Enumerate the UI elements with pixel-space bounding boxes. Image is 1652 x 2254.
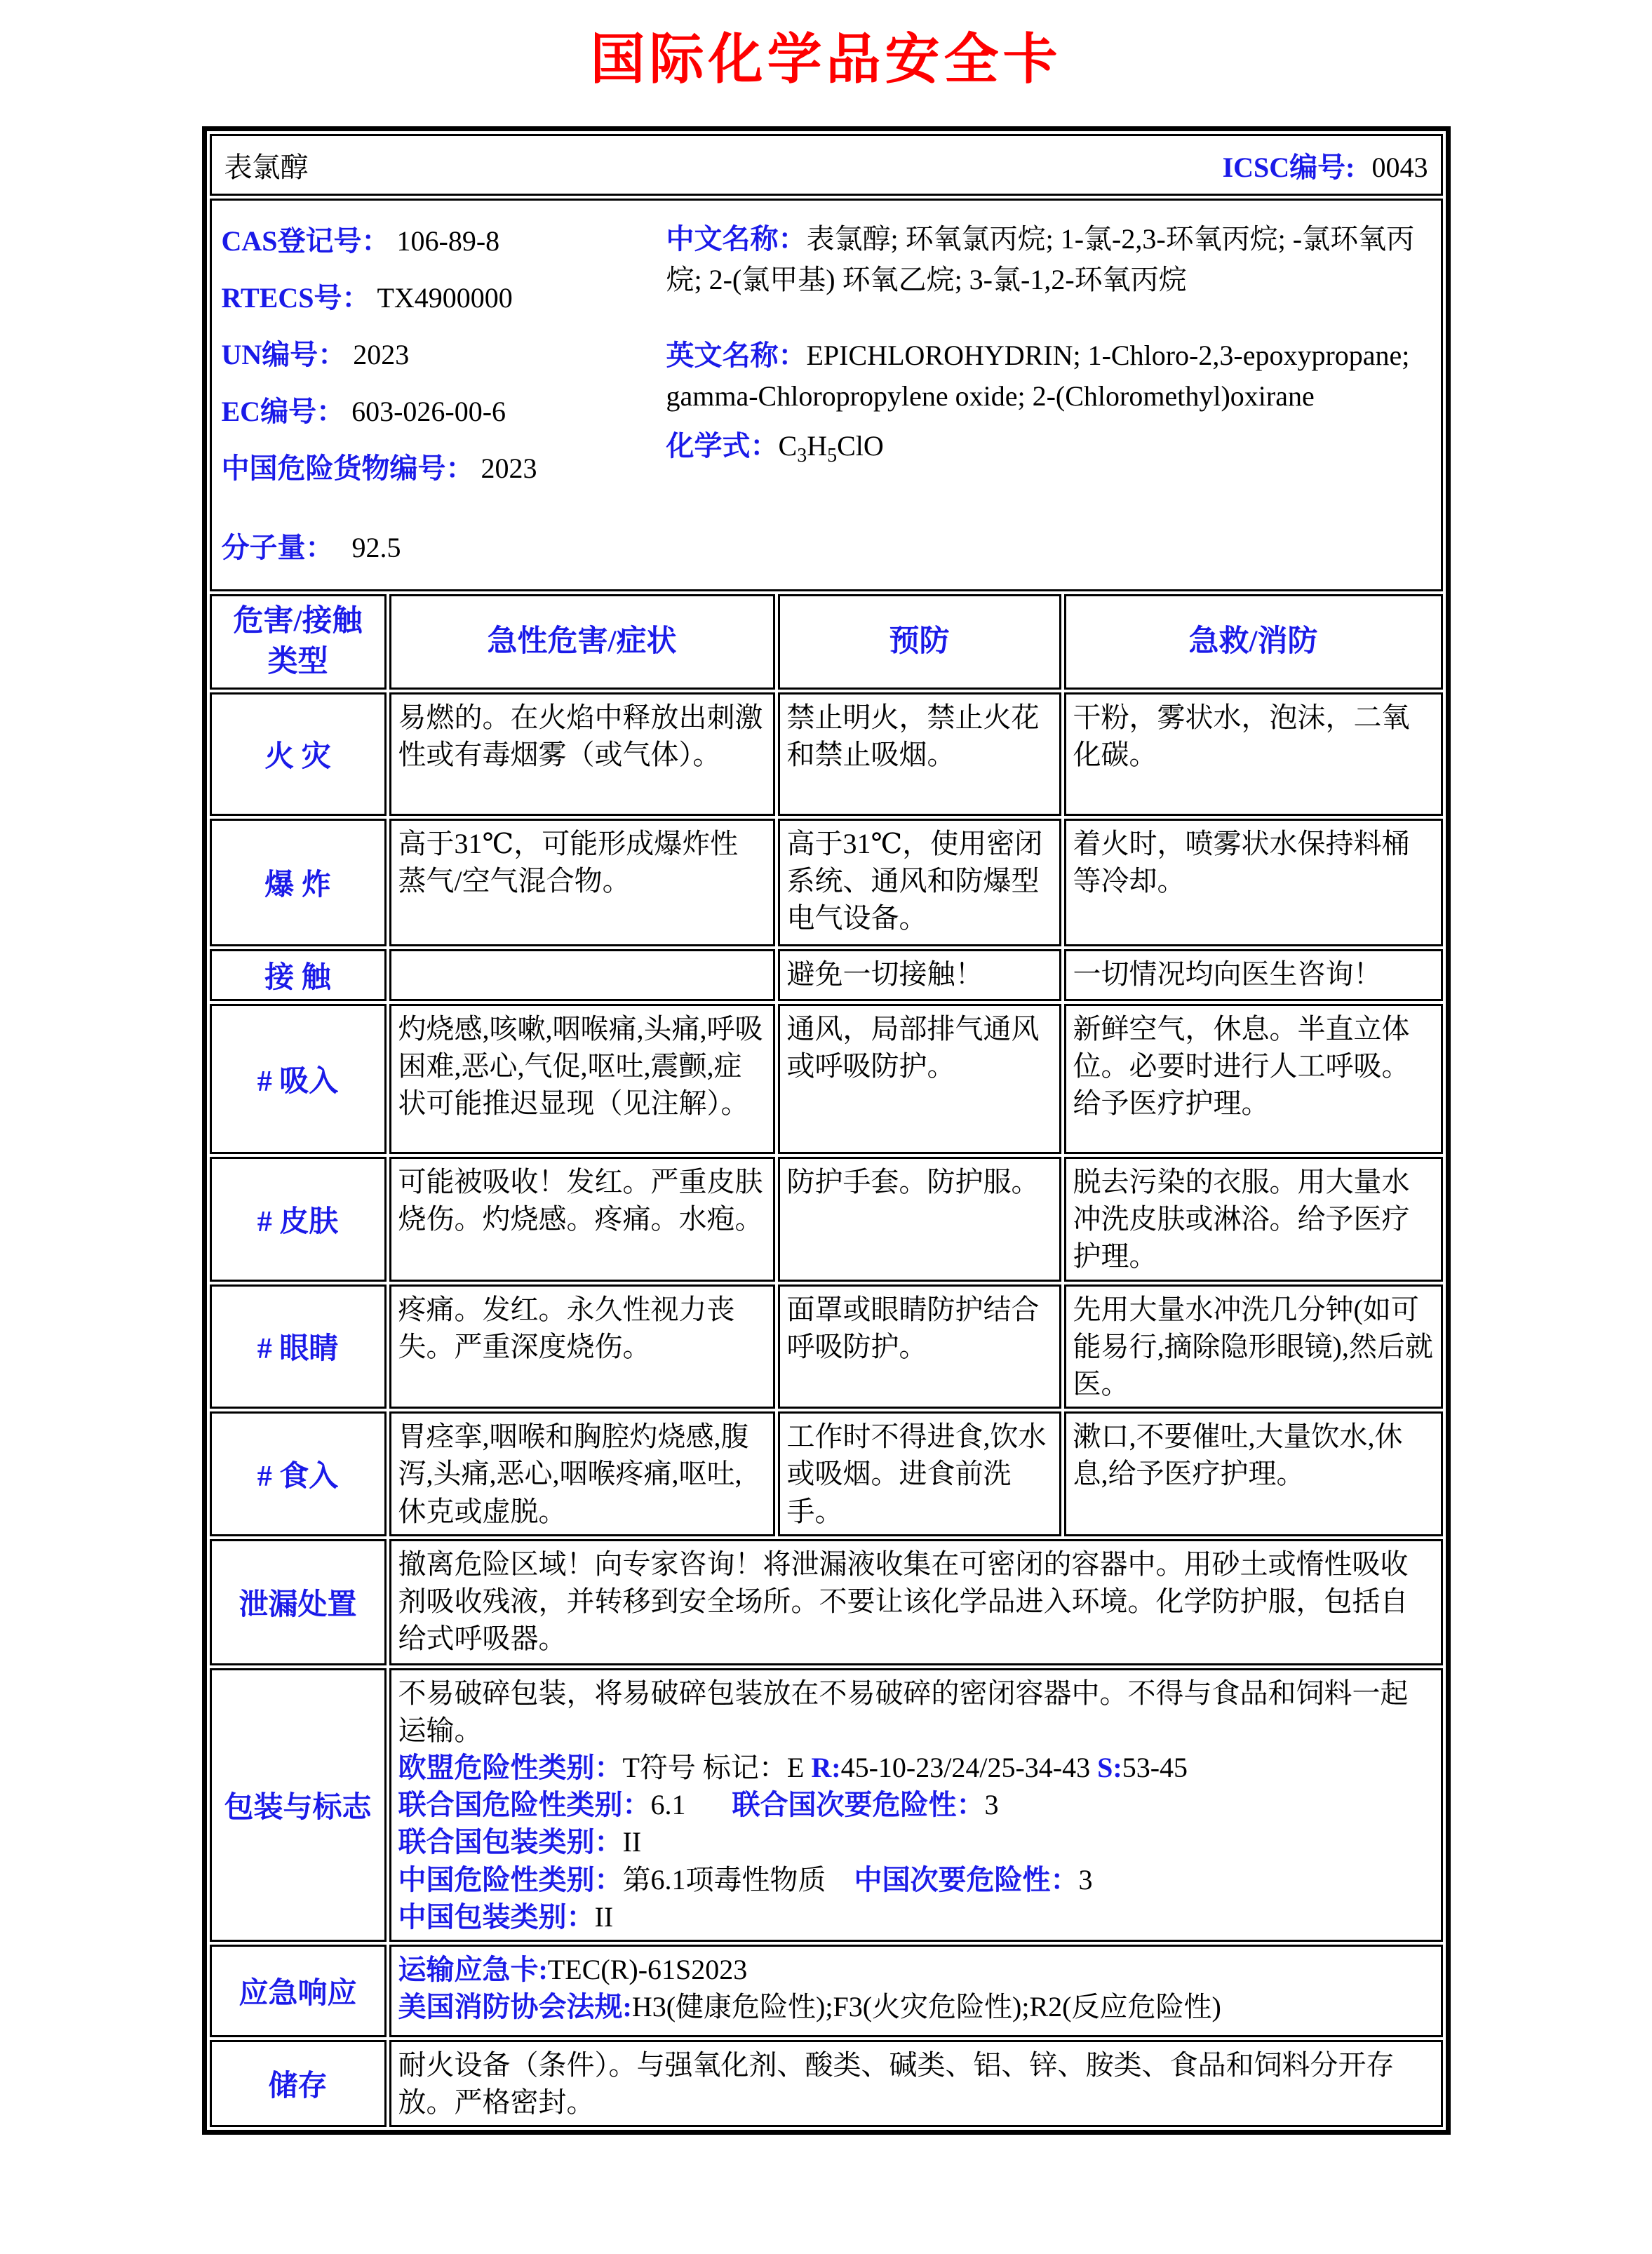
- cas-number-field: [222, 219, 662, 259]
- english-name-label: 英文名称：: [666, 340, 807, 371]
- header-acute-hazards: 急性危害/症状: [389, 594, 775, 690]
- english-name-value: EPICHLOROHYDRIN; 1-Chloro-2,3-epoxypropane; gamma-Chloropropylene oxide; 2-(Chloromethyl)oxirane: [666, 340, 1410, 412]
- china-packing-group-label: 中国包装类别：: [398, 1900, 595, 1933]
- ec-number-value: 603-026-00-6: [351, 396, 506, 427]
- spill-disposal-content: 撤离危险区域！向专家咨询！将泄漏液收集在可密闭的容器中。用砂土或惰性吸收剂吸收残液，并转移到安全场所。不要让该化学品进入环境。化学防护服，包括自给式呼吸器。: [389, 1539, 1443, 1665]
- eu-hazard-class-label: 欧盟危险性类别：: [398, 1752, 623, 1784]
- row-label-packaging-labelling: 包装与标志: [210, 1668, 387, 1942]
- hazard-row-explosion: [210, 819, 1443, 946]
- hazard-row-ingestion: [210, 1411, 1443, 1536]
- packaging-labelling-row: [210, 1668, 1443, 1942]
- ingestion-response: 漱口,不要催吐,大量饮水,休息,给予医疗护理。: [1064, 1411, 1443, 1536]
- ec-number-field: [222, 389, 662, 429]
- china-dangerous-goods-number-label: 中国危险货物编号：: [221, 452, 474, 484]
- storage-row: [210, 2040, 1443, 2127]
- emergency-response-content: [389, 1945, 1443, 2037]
- un-hazard-class-line: [398, 1786, 1434, 1823]
- hazard-row-contact: [210, 949, 1443, 1001]
- molecular-weight-value: 92.5: [351, 532, 401, 563]
- hazard-row-inhalation: [210, 1004, 1443, 1154]
- row-label-eyes: # 眼睛: [210, 1284, 387, 1409]
- icsc-document: [0, 15, 1652, 2135]
- registry-numbers-block: [222, 219, 662, 582]
- chemical-formula-value: $C_3H_5ClO$: [778, 430, 884, 467]
- skin-prevention: 防护手套。防护服。: [778, 1157, 1061, 1282]
- packaging-transport-note: 不易破碎包装，将易破碎包装放在不易破碎的密闭容器中。不得与食品和饲料一起运输。: [398, 1677, 1409, 1746]
- china-hazard-class-label: 中国危险性类别：: [398, 1863, 623, 1896]
- china-hazard-class-value: 第6.1项毒性物质: [622, 1863, 826, 1896]
- un-hazard-class-label: 联合国危险性类别：: [398, 1789, 651, 1821]
- hazard-row-eyes: [210, 1284, 1443, 1409]
- rtecs-number-value: TX4900000: [377, 282, 513, 314]
- storage-content: 耐火设备（条件）。与强氧化剂、酸类、碱类、铝、锌、胺类、食品和饲料分开存放。严格密封。: [389, 2040, 1443, 2127]
- hazard-row-fire: [210, 692, 1443, 816]
- eyes-symptoms: 疼痛。发红。永久性视力丧失。严重深度烧伤。: [389, 1284, 775, 1409]
- ingestion-prevention: 工作时不得进食,饮水或吸烟。进食前洗手。: [778, 1411, 1061, 1536]
- packaging-labelling-content: [389, 1668, 1443, 1942]
- eyes-prevention: 面罩或眼睛防护结合呼吸防护。: [778, 1284, 1061, 1409]
- eu-s-phrases-value: 53-45: [1122, 1752, 1188, 1784]
- china-subsidiary-risk-label: 中国次要危险性：: [854, 1863, 1079, 1896]
- rtecs-number-field: [222, 276, 662, 316]
- un-subsidiary-risk-label: 联合国次要危险性：: [732, 1789, 985, 1821]
- english-name-paragraph: [666, 335, 1432, 417]
- molecular-weight-field: [222, 525, 662, 565]
- contact-response: 一切情况均向医生咨询！: [1064, 949, 1443, 1001]
- transport-emergency-card-label: 运输应急卡:: [398, 1954, 548, 1985]
- inhalation-response: 新鲜空气，休息。半直立体位。必要时进行人工呼吸。给予医疗护理。: [1064, 1004, 1443, 1154]
- identifiers-cell: [210, 199, 1443, 591]
- un-hazard-class-value: 6.1: [650, 1789, 686, 1821]
- un-subsidiary-risk-value: 3: [984, 1789, 999, 1821]
- row-label-explosion: 爆 炸: [210, 819, 387, 946]
- explosion-symptoms: 高于31℃，可能形成爆炸性蒸气/空气混合物。: [389, 819, 775, 946]
- nfpa-code-line: [398, 1988, 1434, 2025]
- transport-emergency-card-line: [398, 1951, 1434, 1988]
- fire-prevention: 禁止明火，禁止火花和禁止吸烟。: [778, 692, 1061, 816]
- emergency-response-row: [210, 1945, 1443, 2037]
- contact-prevention: 避免一切接触！: [778, 949, 1061, 1001]
- explosion-prevention: 高于31℃，使用密闭系统、通风和防爆型电气设备。: [778, 819, 1061, 946]
- nfpa-code-value: H3(健康危险性);F3(火灾危险性);R2(反应危险性): [631, 1991, 1221, 2023]
- skin-response: 脱去污染的衣服。用大量水冲洗皮肤或淋浴。给予医疗护理。: [1064, 1157, 1443, 1282]
- substance-name: 表氯醇: [224, 151, 309, 183]
- identifiers-row: [210, 199, 1443, 591]
- inhalation-prevention: 通风，局部排气通风或呼吸防护。: [778, 1004, 1061, 1154]
- icsc-number-value: 0043: [1371, 151, 1428, 183]
- chemical-formula-label: 化学式：: [666, 430, 779, 462]
- transport-emergency-card-value: TEC(R)-61S2023: [547, 1954, 748, 1985]
- names-block: [662, 219, 1432, 582]
- cas-number-value: 106-89-8: [396, 225, 500, 257]
- inhalation-symptoms: 灼烧感,咳嗽,咽喉痛,头痛,呼吸困难,恶心,气促,呕吐,震颤,症状可能推迟显现（见注解）。: [389, 1004, 775, 1154]
- ingestion-symptoms: 胃痉挛,咽喉和胸腔灼烧感,腹泻,头痛,恶心,咽喉疼痛,呕吐,休克或虚脱。: [389, 1411, 775, 1536]
- cas-number-label: CAS登记号：: [221, 225, 390, 257]
- row-label-fire: 火 灾: [210, 692, 387, 816]
- skin-symptoms: 可能被吸收！发红。严重皮肤烧伤。灼烧感。疼痛。水疱。: [389, 1157, 775, 1282]
- un-number-label: UN编号：: [221, 339, 347, 370]
- chinese-name-label: 中文名称：: [666, 223, 807, 255]
- china-dangerous-goods-number-value: 2023: [481, 452, 537, 484]
- eu-hazard-class-line: [398, 1749, 1434, 1786]
- row-label-skin: # 皮肤: [210, 1157, 387, 1282]
- page-title: 国际化学品安全卡: [590, 29, 1062, 90]
- un-number-field: [222, 333, 662, 373]
- fire-symptoms: 易燃的。在火焰中释放出刺激性或有毒烟雾（或气体）。: [389, 692, 775, 816]
- row-label-contact: 接 触: [210, 949, 387, 1001]
- rtecs-number-label: RTECS号：: [221, 282, 370, 314]
- hazard-table-header-row: [210, 594, 1443, 690]
- eu-hazard-class-value: T符号 标记：E: [622, 1752, 812, 1784]
- contact-symptoms: [389, 949, 775, 1001]
- chemical-formula-line: [666, 424, 1432, 467]
- hazard-row-skin: [210, 1157, 1443, 1282]
- row-label-ingestion: # 食入: [210, 1411, 387, 1536]
- un-packing-group-line: [398, 1823, 1434, 1860]
- eyes-response: 先用大量水冲洗几分钟(如可能易行,摘除隐形眼镜),然后就医。: [1064, 1284, 1443, 1409]
- icsc-number-group: [1223, 145, 1428, 185]
- fire-response: 干粉，雾状水，泡沫，二氧化碳。: [1064, 692, 1443, 816]
- spill-disposal-row: [210, 1539, 1443, 1665]
- un-packing-group-label: 联合国包装类别：: [398, 1826, 623, 1858]
- china-hazard-class-line: [398, 1861, 1434, 1898]
- molecular-weight-label: 分子量：: [221, 532, 334, 563]
- substance-header-cell: [210, 134, 1443, 196]
- china-packing-group-value: II: [594, 1900, 614, 1933]
- chinese-name-value: 表氯醇; 环氧氯丙烷; 1-氯-2,3-环氧丙烷; -氯环氧丙烷; 2-(氯甲基) 环氧乙烷; 3-氯-1,2-环氧丙烷: [666, 223, 1415, 295]
- explosion-response: 着火时，喷雾状水保持料桶等冷却。: [1064, 819, 1443, 946]
- nfpa-code-label: 美国消防协会法规:: [398, 1991, 632, 2023]
- china-dangerous-goods-number-field: [222, 446, 662, 486]
- icsc-number-label: ICSC编号:: [1222, 151, 1355, 183]
- eu-r-phrases-label: R:: [811, 1752, 841, 1784]
- header-prevention: 预防: [778, 594, 1061, 690]
- icsc-card: [202, 126, 1451, 2135]
- ec-number-label: EC编号：: [221, 396, 345, 427]
- row-label-spill-disposal: 泄漏处置: [210, 1539, 387, 1665]
- eu-s-phrases-label: S:: [1097, 1752, 1122, 1784]
- chinese-name-paragraph: [666, 219, 1432, 300]
- substance-header-row: [210, 134, 1443, 196]
- eu-r-phrases-value: 45-10-23/24/25-34-43: [840, 1752, 1098, 1784]
- row-label-emergency-response: 应急响应: [210, 1945, 387, 2037]
- un-number-value: 2023: [353, 339, 410, 370]
- row-label-inhalation: # 吸入: [210, 1004, 387, 1154]
- header-first-aid-fire-fighting: 急救/消防: [1064, 594, 1443, 690]
- row-label-storage: 储存: [210, 2040, 387, 2127]
- un-packing-group-value: II: [622, 1826, 642, 1858]
- china-subsidiary-risk-value: 3: [1078, 1863, 1093, 1896]
- china-packing-group-line: [398, 1898, 1434, 1936]
- header-hazard-type: 危害/接触 类型: [210, 594, 387, 690]
